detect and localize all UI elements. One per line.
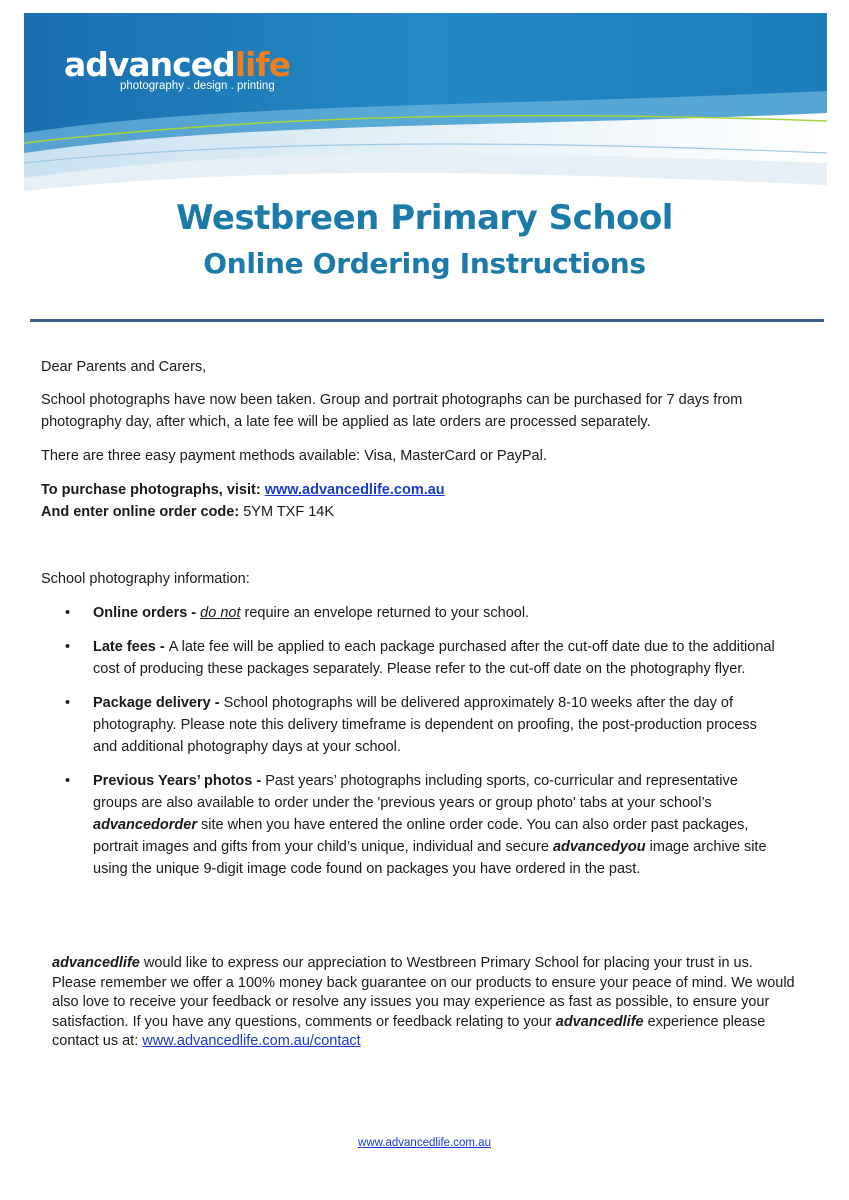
page-subtitle: Online Ordering Instructions [203, 247, 646, 280]
banner-wave-graphic [24, 13, 827, 203]
order-code: 5YM TXF 14K [243, 504, 335, 520]
bullet-icon: • [65, 695, 71, 711]
list-item: • Previous Years’ photos - Past years’ photographs including sports, co-curricular and representative groups are also available to order under the 'previous years or group photo' tabs at your school’s advancedorder site when you have entered the online order code. You can also order past packages, portrait images and gifts from your child’s unique, individual and secure advancedyou image archive site using the unique 9-digit image code found on packages you have ordered in the past. [41, 770, 781, 880]
header-banner [24, 13, 827, 203]
bullet-icon: • [65, 639, 71, 655]
contact-link[interactable]: www.advancedlife.com.au/contact [142, 1033, 361, 1049]
list-item: • Package delivery - School photographs will be delivered approximately 8-10 weeks after the day of photography. Please note this delivery timeframe is dependent on proofing, the post-production process and additional photography days at your school. [41, 692, 781, 758]
closing-paragraph: advancedlife would like to express our appreciation to Westbreen Primary School for placing your trust in us. Please remember we offer a 100% money back guarantee on our products to ensure your peace of mind. We would also love to receive your feedback or resolve any issues you may experience as fast as possible, to ensure your satisfaction. If you have any questions, comments or feedback relating to your advancedlife experience please contact us at: www.advancedlife.com.au/contact [52, 955, 795, 1049]
logo-wordmark: advancedlife [64, 45, 291, 84]
payment-paragraph: There are three easy payment methods available: Visa, MasterCard or PayPal. [41, 448, 547, 464]
title-divider [30, 319, 824, 322]
salutation: Dear Parents and Carers, [41, 359, 207, 375]
info-list [41, 602, 781, 892]
page-title: Westbreen Primary School [176, 198, 673, 238]
advancedlife-logo [64, 47, 290, 92]
purchase-instructions [41, 479, 801, 523]
purchase-label: To purchase photographs, visit: [41, 482, 265, 498]
intro-paragraph: School photographs have now been taken. Group and portrait photographs can be purchased for 7 days from photography day, after which, a late fee will be applied as late orders are processed separately. [41, 392, 743, 430]
list-item: • Online orders - do not require an envelope returned to your school. [41, 602, 781, 624]
bullet-icon: • [65, 605, 71, 621]
purchase-link[interactable]: www.advancedlife.com.au [264, 482, 445, 498]
code-label: And enter online order code: [41, 504, 244, 520]
list-item: • Late fees - A late fee will be applied to each package purchased after the cut-off date due to the additional cost of producing these packages separately. Please refer to the cut-off date on the photography flyer. [41, 636, 781, 680]
info-heading: School photography information: [41, 571, 250, 587]
bullet-icon: • [65, 773, 71, 789]
footer-link[interactable]: www.advancedlife.com.au [358, 1137, 491, 1149]
logo-tagline: photography . design . printing [120, 80, 275, 92]
